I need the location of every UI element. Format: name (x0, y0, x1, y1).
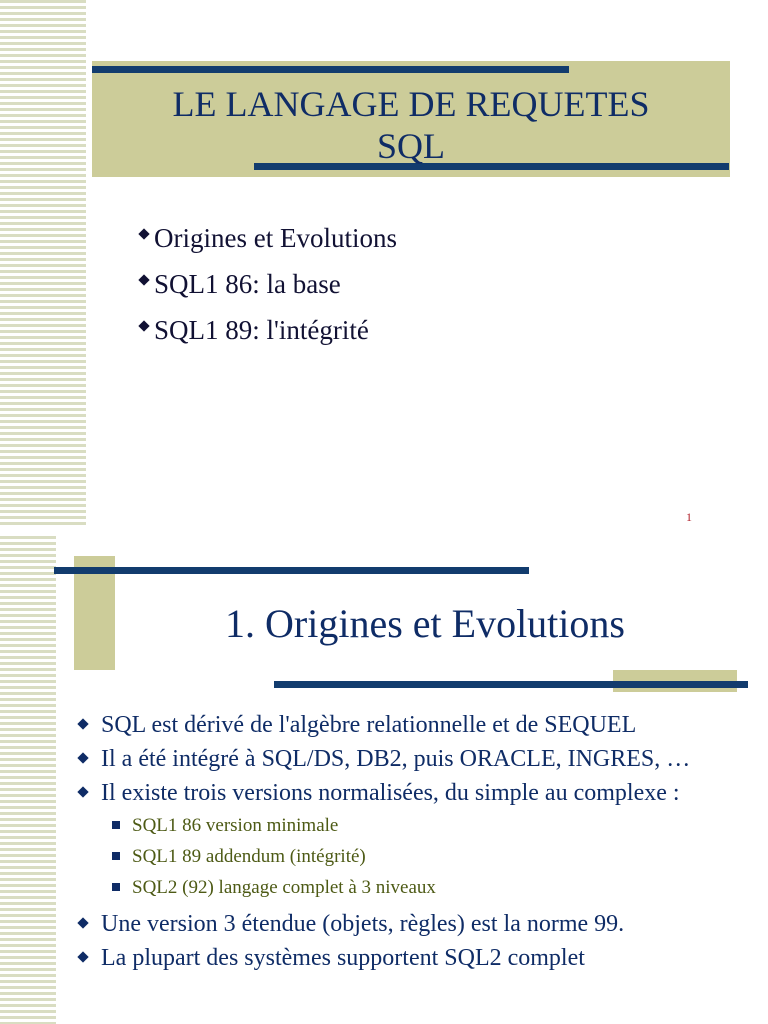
list-item (76, 710, 756, 740)
list-item-text: Une version 3 étendue (objets, règles) est la norme 99. (101, 911, 625, 937)
diamond-bullet-icon (77, 752, 88, 763)
diamond-bullet-icon (77, 786, 88, 797)
title-accent-bar-top (92, 66, 569, 73)
list-item (76, 943, 756, 973)
list-item-text: La plupart des systèmes supportent SQL2 complet (101, 945, 585, 971)
square-bullet-icon (112, 821, 120, 829)
agenda-item (140, 215, 397, 261)
list-item (76, 744, 756, 774)
striped-margin (0, 0, 86, 528)
list-item-text: Il existe trois versions normalisées, du simple au complexe : (101, 780, 680, 806)
sub-list-item-text: SQL1 86 version minimale (132, 815, 339, 836)
sub-list-item-text: SQL2 (92) langage complet à 3 niveaux (132, 877, 436, 898)
list-item-text: Il a été intégré à SQL/DS, DB2, puis ORACLE, INGRES, … (101, 746, 691, 772)
square-bullet-icon (112, 852, 120, 860)
sub-list-item (101, 841, 756, 872)
sub-list-item (101, 872, 756, 903)
sub-list (101, 810, 756, 903)
slide-title-line-2: SQL (376, 126, 445, 166)
striped-margin (0, 536, 56, 1024)
heading-accent-bar-top (54, 567, 529, 574)
list-item (76, 909, 756, 939)
agenda-item-text: SQL1 89: l'intégrité (154, 315, 369, 345)
square-bullet-icon (112, 883, 120, 891)
sub-list-item (101, 810, 756, 841)
page-number: 1 (686, 510, 692, 524)
slide-title-line-1: LE LANGAGE DE REQUETES (172, 84, 650, 124)
diamond-bullet-icon (138, 228, 149, 239)
agenda-list (140, 215, 397, 353)
diamond-bullet-icon (77, 718, 88, 729)
heading-accent-bar-bottom (274, 681, 748, 688)
slide-title (92, 83, 730, 167)
list-item (76, 778, 756, 903)
diamond-bullet-icon (138, 274, 149, 285)
agenda-item (140, 261, 397, 307)
slide-2 (0, 536, 768, 1024)
slide-heading: 1. Origines et Evolutions (225, 601, 625, 646)
list-item-text: SQL est dérivé de l'algèbre relationnelle et de SEQUEL (101, 712, 637, 738)
diamond-bullet-icon (77, 917, 88, 928)
agenda-item-text: Origines et Evolutions (154, 223, 397, 253)
sub-list-item-text: SQL1 89 addendum (intégrité) (132, 846, 366, 867)
content-list (76, 710, 756, 977)
diamond-bullet-icon (77, 951, 88, 962)
diamond-bullet-icon (138, 320, 149, 331)
agenda-item-text: SQL1 86: la base (154, 269, 341, 299)
agenda-item (140, 307, 397, 353)
